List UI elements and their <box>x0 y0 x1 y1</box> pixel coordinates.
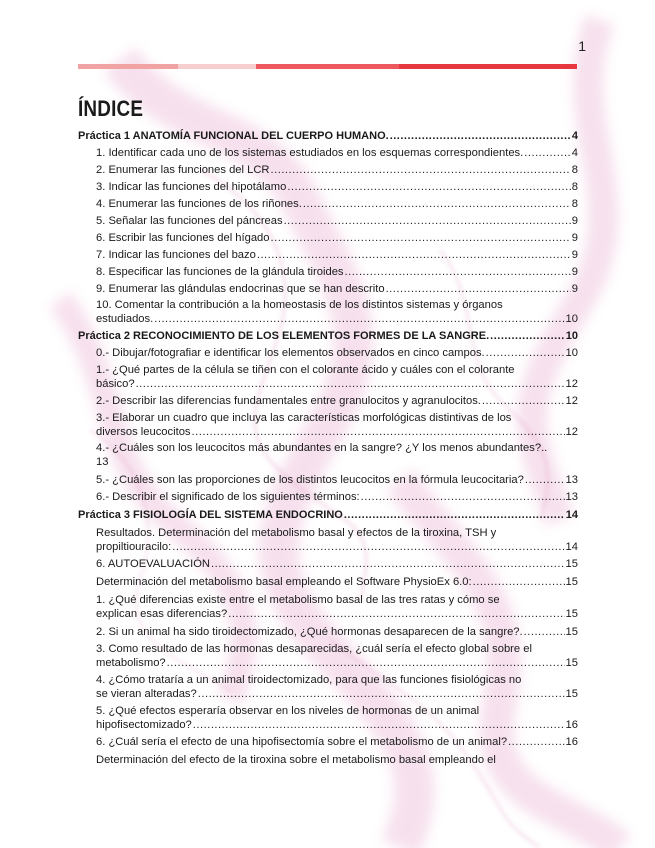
toc-leader <box>172 540 564 554</box>
toc-leader <box>303 196 571 212</box>
toc-entry[interactable] <box>96 472 578 488</box>
toc-entry-partial[interactable]: Determinación del efecto de la tiroxina sobre el metabolismo basal empleando el <box>96 754 496 766</box>
toc-entry-label: Determinación del metabolismo basal empleando el Software PhysioEx 6.0: <box>96 576 472 588</box>
toc-page-number: 15 <box>565 576 578 588</box>
toc-leader <box>211 556 565 572</box>
toc-entry-label: 9. Enumerar las glándulas endocrinas que se han descrito <box>96 283 385 295</box>
toc-leader <box>525 472 565 488</box>
toc-leader <box>192 425 565 439</box>
toc-section-label: Práctica 2 RECONOCIMIENTO DE LOS ELEMENTOS FORMES DE LA SANGRE. <box>78 330 490 342</box>
toc-entry[interactable] <box>96 574 578 590</box>
toc-page-number: 16 <box>565 719 578 731</box>
header-rule-light <box>78 64 178 69</box>
toc-entry-label: 1. Identificar cada uno de los sistemas estudiados en los esquemas correspondientes. <box>96 147 524 159</box>
toc-section-label: Práctica 3 FISIOLOGÍA DEL SISTEMA ENDOCRINO <box>78 509 343 521</box>
index-title: ÍNDICE <box>78 96 144 121</box>
toc-leader <box>390 128 571 144</box>
toc-leader <box>345 264 571 280</box>
toc-entry-label-continued: explican esas diferencias? <box>96 608 228 620</box>
toc-leader <box>508 734 564 750</box>
toc-entry[interactable] <box>96 247 578 263</box>
toc-entry-label-continued: diversos leucocitos <box>96 426 191 438</box>
toc-entry[interactable] <box>96 556 578 572</box>
toc-entry-label: 7. Indicar las funciones del bazo <box>96 249 256 261</box>
toc-entry-label: 6. ¿Cuál sería el efecto de una hipofisectomía sobre el metabolismo de un animal? <box>96 736 508 748</box>
toc-page-number: 9 <box>571 215 578 227</box>
toc-entry-label: 6. AUTOEVALUACIÓN <box>96 558 210 570</box>
toc-entry-label: 3. Como resultado de las hormonas desaparecidas, ¿cuál sería el efecto global sobre el <box>96 643 532 655</box>
toc-leader <box>198 687 565 701</box>
toc-entry[interactable] <box>96 624 578 640</box>
header-rule-mid <box>178 64 256 69</box>
toc-page-number: 15 <box>565 688 578 700</box>
toc-entry-label: 3.- Elaborar un cuadro que incluya las características morfológicas distintivas de los <box>96 412 512 424</box>
toc-page-number: 15 <box>565 626 578 638</box>
toc-leader <box>257 247 571 263</box>
toc-page-number: 4 <box>571 130 578 142</box>
toc-entry-label-continued: se vieran alteradas? <box>96 688 197 700</box>
toc-entry-label: 2.- Describir las diferencias fundamentales entre granulocitos y agranulocitos. <box>96 395 481 407</box>
toc-entry[interactable] <box>96 345 578 361</box>
toc-entry[interactable] <box>96 704 578 732</box>
toc-entry-label: 1. ¿Qué diferencias existe entre el metabolismo basal de las tres ratas y cómo se <box>96 594 500 606</box>
toc-entry-label: 0.- Dibujar/fotografiar e identificar los elementos observados en cinco campos. <box>96 347 485 359</box>
toc-entry[interactable] <box>96 145 578 161</box>
toc-entry[interactable] <box>96 673 578 701</box>
toc-entry-label-continued: propiltiouracilo: <box>96 541 172 553</box>
toc-page-number: 10 <box>565 347 578 359</box>
toc-page-number: 13 <box>96 456 109 468</box>
toc-leader <box>154 312 564 326</box>
toc-leader <box>490 328 565 344</box>
toc-entry[interactable] <box>96 526 578 554</box>
toc-entry[interactable] <box>96 179 578 195</box>
toc-page-number: 9 <box>571 249 578 261</box>
toc-entry[interactable] <box>96 264 578 280</box>
toc-leader <box>344 507 565 523</box>
toc-entry[interactable] <box>96 489 578 505</box>
toc-page-number: 8 <box>571 164 578 176</box>
toc-page-number: 8 <box>571 181 578 193</box>
toc-entry-label: 3. Indicar las funciones del hipotálamo <box>96 181 287 193</box>
header-rule <box>78 64 577 69</box>
toc-entry-label: 6. Escribir las funciones del hígado <box>96 232 270 244</box>
toc-leader <box>287 179 570 195</box>
toc-entry[interactable] <box>96 196 578 212</box>
toc-entry-label-continued: hipofisectomizado? <box>96 719 192 731</box>
toc-leader <box>524 624 565 640</box>
toc-page-number: 16 <box>565 736 578 748</box>
toc-page-number: 15 <box>565 657 578 669</box>
table-of-contents <box>78 128 578 768</box>
toc-page-number: 8 <box>571 198 578 210</box>
toc-page-number: 9 <box>571 232 578 244</box>
toc-entry-label: 8. Especificar las funciones de la glándula tiroides <box>96 266 344 278</box>
toc-leader <box>228 607 564 621</box>
toc-leader <box>482 393 565 409</box>
toc-page-number: 10 <box>565 330 578 342</box>
toc-page-number: 15 <box>565 558 578 570</box>
toc-entry[interactable] <box>96 281 578 297</box>
toc-leader <box>136 377 565 391</box>
header-rule-dark-1 <box>256 64 399 69</box>
toc-section-label: Práctica 1 ANATOMÍA FUNCIONAL DEL CUERPO HUMANO. <box>78 130 389 142</box>
toc-entry-label: 10. Comentar la contribución a la homeostasis de los distintos sistemas y órganos <box>96 299 503 311</box>
toc-leader <box>361 489 565 505</box>
toc-entry[interactable] <box>96 162 578 178</box>
toc-page-number: 12 <box>565 395 578 407</box>
toc-page-number: 14 <box>565 509 578 521</box>
toc-entry[interactable] <box>96 298 578 326</box>
toc-leader <box>271 230 571 246</box>
toc-entry-label: 4.- ¿Cuáles son los leucocitos más abundantes en la sangre? ¿Y los menos abundantes?.. <box>96 442 548 454</box>
toc-leader <box>193 718 565 732</box>
toc-page-number: 14 <box>565 541 578 553</box>
toc-entry-label: 4. Enumerar las funciones de los riñones. <box>96 198 302 210</box>
toc-page-number: 9 <box>571 283 578 295</box>
toc-entry[interactable] <box>96 441 578 469</box>
toc-entry[interactable] <box>96 393 578 409</box>
toc-leader <box>386 281 571 297</box>
toc-entry-label: 2. Enumerar las funciones del LCR <box>96 164 270 176</box>
toc-entry[interactable] <box>96 411 578 439</box>
toc-entry[interactable] <box>96 363 578 391</box>
toc-leader <box>473 574 565 590</box>
toc-page-number: 12 <box>565 426 578 438</box>
toc-entry-label: 4. ¿Cómo trataría a un animal tiroidectomizado, para que las funciones fisiológicas no <box>96 674 522 686</box>
toc-entry-label-continued: metabolismo? <box>96 657 166 669</box>
toc-page-number: 12 <box>565 378 578 390</box>
toc-entry-label: 5. ¿Qué efectos esperaría observar en los niveles de hormonas de un animal <box>96 705 480 717</box>
toc-section[interactable] <box>78 128 578 144</box>
page-number: 1 <box>578 38 586 54</box>
toc-entry-label: 6.- Describir el significado de los siguientes términos: <box>96 491 360 503</box>
toc-entry[interactable] <box>96 593 578 621</box>
header-rule-dark-2 <box>399 64 577 69</box>
toc-page-number: 4 <box>571 147 578 159</box>
toc-entry-label: Resultados. Determinación del metabolismo basal y efectos de la tiroxina, TSH y <box>96 527 497 539</box>
toc-leader <box>486 345 565 361</box>
toc-entry-label: 5.- ¿Cuáles son las proporciones de los distintos leucocitos en la fórmula leucocitaria? <box>96 474 524 486</box>
toc-entry[interactable] <box>96 230 578 246</box>
toc-section[interactable] <box>78 328 578 344</box>
toc-entry-label: 1.- ¿Qué partes de la célula se tiñen con el colorante ácido y cuáles con el colorante <box>96 364 515 376</box>
toc-section[interactable] <box>78 507 578 523</box>
toc-leader <box>167 656 565 670</box>
toc-entry-label: 5. Señalar las funciones del páncreas <box>96 215 283 227</box>
toc-page-number: 13 <box>565 474 578 486</box>
toc-page-number: 9 <box>571 266 578 278</box>
toc-entry[interactable] <box>96 734 578 750</box>
toc-entry-label-continued: estudiados. <box>96 313 154 325</box>
toc-entry[interactable] <box>96 642 578 670</box>
toc-entry-label: 2. Si un animal ha sido tiroidectomizado, ¿Qué hormonas desaparecen de la sangre?. <box>96 626 523 638</box>
toc-entry[interactable] <box>96 213 578 229</box>
toc-entry-label-continued: básico? <box>96 378 135 390</box>
toc-page-number: 15 <box>565 608 578 620</box>
toc-leader <box>284 213 571 229</box>
toc-page-number: 13 <box>565 491 578 503</box>
toc-leader <box>524 145 571 161</box>
toc-leader <box>271 162 571 178</box>
toc-page-number: 10 <box>565 313 578 325</box>
